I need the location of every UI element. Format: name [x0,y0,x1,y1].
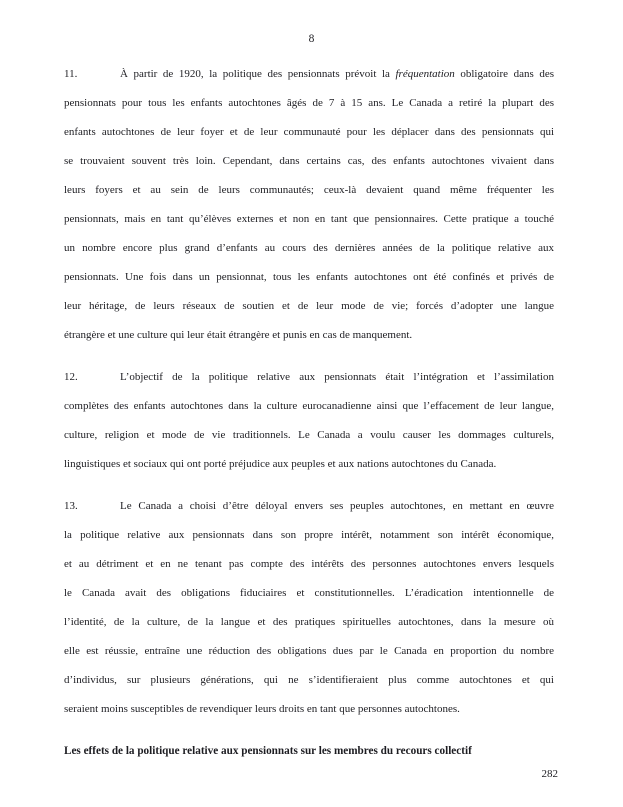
text-line: linguistiques et sociaux qui ont porté préjudice aux peuples et aux nations autochtones du Canada. [64,458,497,470]
text-line: pensionnats, mais en tant qu’élèves externes et non en tant que pensionnaires. Cette pratique a touché [64,213,554,225]
text-line: culture, religion et mode de vie traditionnels. Le Canada a voulu causer les dommages culturels, [64,429,554,441]
text-line [64,492,554,521]
text-line [64,363,554,392]
paragraph-13 [64,492,554,724]
text-line: étrangère et une culture qui leur était étrangère et punis en cas de manquement. [64,329,413,341]
text-line: pensionnats pour tous les enfants autochtones âgés de 7 à 15 ans. Le Canada a retiré la plupart des [64,97,554,109]
text-line: d’individus, sur plusieurs générations, qui ne s’identifieraient plus comme autochtones et qui [64,674,554,686]
text-line [64,60,554,89]
paragraph-number: 12. [64,371,78,383]
text-line: pensionnats. Une fois dans un pensionnat, tous les enfants autochtones ont été confinés et privés de [64,271,554,283]
page-number-bottom: 282 [541,768,558,780]
text-line: complètes des enfants autochtones dans la culture eurocanadienne ainsi que l’effacement de leur langue, [64,400,554,412]
section-heading: Les effets de la politique relative aux pensionnats sur les membres du recours collectif [64,745,472,757]
text-line: le Canada avait des obligations fiduciaires et constitutionnelles. L’éradication intentionnelle de [64,587,554,599]
paragraph-number: 11. [64,68,78,80]
text-line: l’identité, de la culture, de la langue et des pratiques spirituelles autochtones, dans la mesure où [64,616,554,628]
paragraph-11 [64,60,554,350]
italic-term: fréquentation [395,68,455,80]
text-line: leur héritage, de leurs réseaux de soutien et de leur mode de vie; forcés d’adopter une langue [64,300,554,312]
body-content [64,60,554,766]
text-line: enfants autochtones de leur foyer et de leur communauté pour les déplacer dans des pensionnats qui [64,126,554,138]
text-segment: obligatoire dans des [454,68,554,80]
text-segment: L’objectif de la politique relative aux pensionnats était l’intégration et l’assimilation [120,371,554,383]
text-line: leurs foyers et au sein de leurs communautés; ceux-là devaient quand même fréquenter les [64,184,554,196]
text-line: et au détriment et en ne tenant pas compte des intérêts des personnes autochtones envers lesquels [64,558,554,570]
text-line: seraient moins susceptibles de revendiquer leurs droits en tant que personnes autochtones. [64,703,460,715]
paragraph-12 [64,363,554,479]
text-segment: À partir de 1920, la politique des pensionnats prévoit la [120,68,396,80]
text-line: se trouvaient souvent très loin. Cependant, dans certains cas, des enfants autochtones vivaient dans [64,155,554,167]
text-line: elle est réussie, entraîne une réduction des obligations dues par le Canada en proportion du nombre [64,645,554,657]
text-segment: Le Canada a choisi d’être déloyal envers ses peuples autochtones, en mettant en œuvre [120,500,554,512]
text-line: la politique relative aux pensionnats dans son propre intérêt, notamment son intérêt économique, [64,529,554,541]
paragraph-number: 13. [64,500,78,512]
text-line: un nombre encore plus grand d’enfants au cours des dernières années de la politique relative aux [64,242,554,254]
page-number-top: 8 [308,33,315,45]
